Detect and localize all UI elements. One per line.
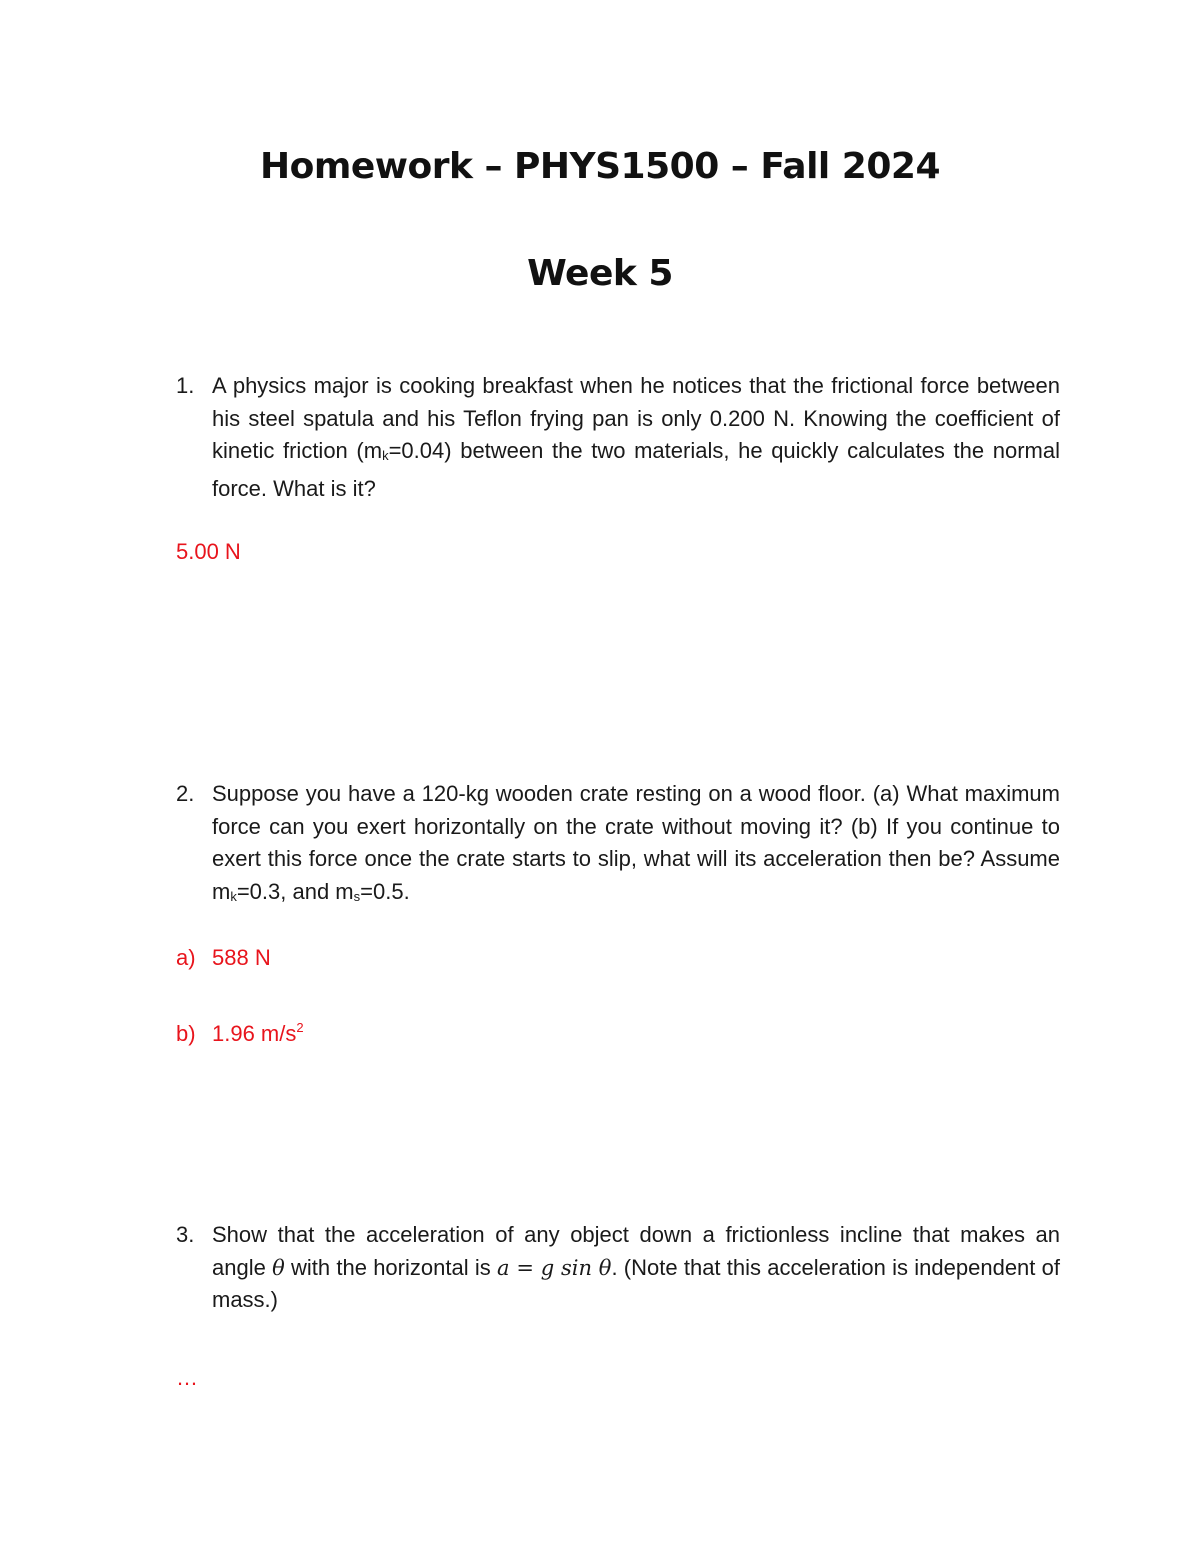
question-1 bbox=[176, 370, 1060, 505]
answer-2a: a) 588 N bbox=[176, 942, 271, 974]
question-text: Show that the acceleration of any object down a frictionless incline that makes an angle θ with the horizontal is a = g sin θ. (Note that this acceleration is independent of mass.) bbox=[212, 1222, 1060, 1312]
answer-1: 5.00 N bbox=[176, 539, 241, 564]
subscript: k bbox=[382, 448, 389, 463]
question-3 bbox=[176, 1219, 1060, 1317]
answer-3: … bbox=[176, 1365, 198, 1390]
answer-2b: b) 1.96 $m/s^2$ bbox=[176, 1012, 304, 1050]
question-text: A physics major is cooking breakfast when he notices that the frictional force between his steel spatula and his Teflon frying pan is only 0.200 N. Knowing the coefficient of kinetic friction (mk=0.04) between the two materials, he quickly calculates the normal force. What is it? bbox=[212, 373, 1060, 501]
question-number: 3. bbox=[176, 1222, 195, 1247]
question-number: 1. bbox=[176, 373, 195, 398]
formula: a = g sin θ bbox=[496, 1255, 612, 1280]
question-2 bbox=[176, 778, 1060, 913]
question-number: 2. bbox=[176, 781, 195, 806]
superscript: 2 bbox=[296, 1020, 304, 1035]
theta-symbol: θ bbox=[272, 1255, 285, 1280]
answer-label: b) bbox=[176, 1021, 196, 1046]
question-text: Suppose you have a 120-kg wooden crate resting on a wood floor. (a) What maximum force can you exert horizontally on the crate without moving it? (b) If you continue to exert this force once the crate starts to slip, what will its acceleration then be? Assume mk=0.3, and ms=0.5. bbox=[212, 781, 1060, 904]
week-heading: Week 5 bbox=[527, 253, 673, 294]
answer-label: a) bbox=[176, 945, 196, 970]
page-title: Homework – PHYS1500 – Fall 2024 bbox=[260, 146, 940, 187]
subscript: k bbox=[230, 888, 237, 904]
subscript: s bbox=[353, 888, 361, 904]
